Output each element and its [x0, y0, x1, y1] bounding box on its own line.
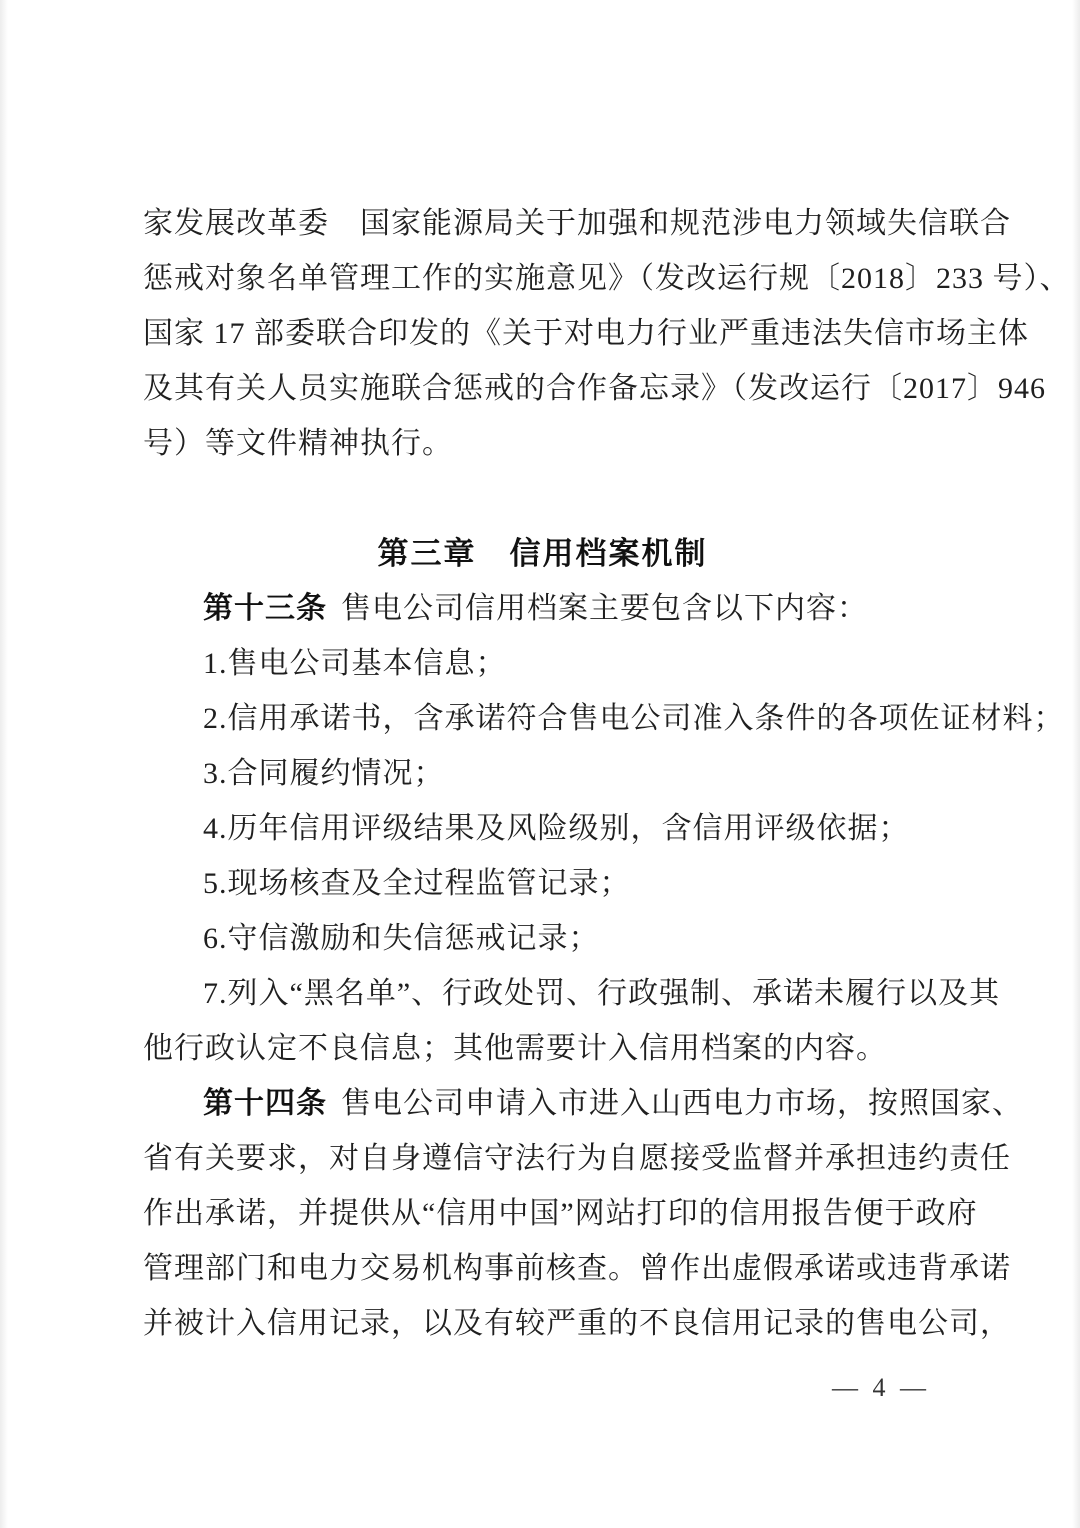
- intro-paragraph-line: 及其有关人员实施联合惩戒的合作备忘录》（发改运行〔2017〕946: [143, 372, 1046, 405]
- article-13-list-item: 2.信用承诺书，含承诺符合售电公司准入条件的各项佐证材料；: [203, 702, 1065, 735]
- article-14-label: 第十四条: [203, 1087, 327, 1120]
- article-13-list-item: 6.守信激励和失信惩戒记录；: [203, 922, 600, 955]
- article-14-paragraph-line: 并被计入信用记录，以及有较严重的不良信用记录的售电公司，: [143, 1307, 1011, 1340]
- article-14-paragraph-line: 管理部门和电力交易机构事前核查。曾作出虚假承诺或违背承诺: [143, 1252, 1011, 1285]
- intro-paragraph-line: 家发展改革委 国家能源局关于加强和规范涉电力领域失信联合: [143, 207, 1011, 240]
- article-13-item-7-line-2: 他行政认定不良信息；其他需要计入信用档案的内容。: [143, 1032, 887, 1065]
- article-14-opening-text: 售电公司申请入市进入山西电力市场，按照国家、: [341, 1087, 1023, 1120]
- article-13-list-item: 5.现场核查及全过程监管记录；: [203, 867, 631, 900]
- article-13-list-item: 1.售电公司基本信息；: [203, 647, 507, 680]
- footer-page-number: — 4 —: [832, 1373, 930, 1402]
- page-scan-edge-right: [1072, 0, 1080, 1528]
- chapter-heading: 第三章 信用档案机制: [377, 536, 708, 571]
- article-13-opening-text: 售电公司信用档案主要包含以下内容：: [341, 592, 868, 625]
- article-13-label: 第十三条: [203, 592, 327, 625]
- intro-paragraph-line: 号）等文件精神执行。: [143, 427, 453, 460]
- article-13-list-item: 3.合同履约情况；: [203, 757, 445, 790]
- article-13-item-7-line-1: 7.列入“黑名单”、行政处罚、行政强制、承诺未履行以及其: [203, 977, 1001, 1010]
- intro-paragraph: [143, 196, 1071, 471]
- article-14-paragraph-line: 作出承诺，并提供从“信用中国”网站打印的信用报告便于政府: [143, 1197, 978, 1230]
- article-14-paragraph-line: 省有关要求，对自身遵信守法行为自愿接受监督并承担违约责任: [143, 1142, 1011, 1175]
- article-13-list-item: 4.历年信用评级结果及风险级别，含信用评级依据；: [203, 812, 910, 845]
- article-13-opening: [143, 581, 942, 636]
- article-14-opening: [143, 1076, 1023, 1131]
- page-content: [143, 196, 1071, 1351]
- intro-paragraph-line: 惩戒对象名单管理工作的实施意见》（发改运行规〔2018〕233 号）、: [143, 262, 1071, 295]
- intro-paragraph-line: 国家 17 部委联合印发的《关于对电力行业严重违法失信市场主体: [143, 317, 1029, 350]
- page-scan-edge-left: [0, 0, 8, 1528]
- article-14-paragraph: [143, 1131, 1011, 1351]
- article-13-item-list: [143, 636, 1065, 966]
